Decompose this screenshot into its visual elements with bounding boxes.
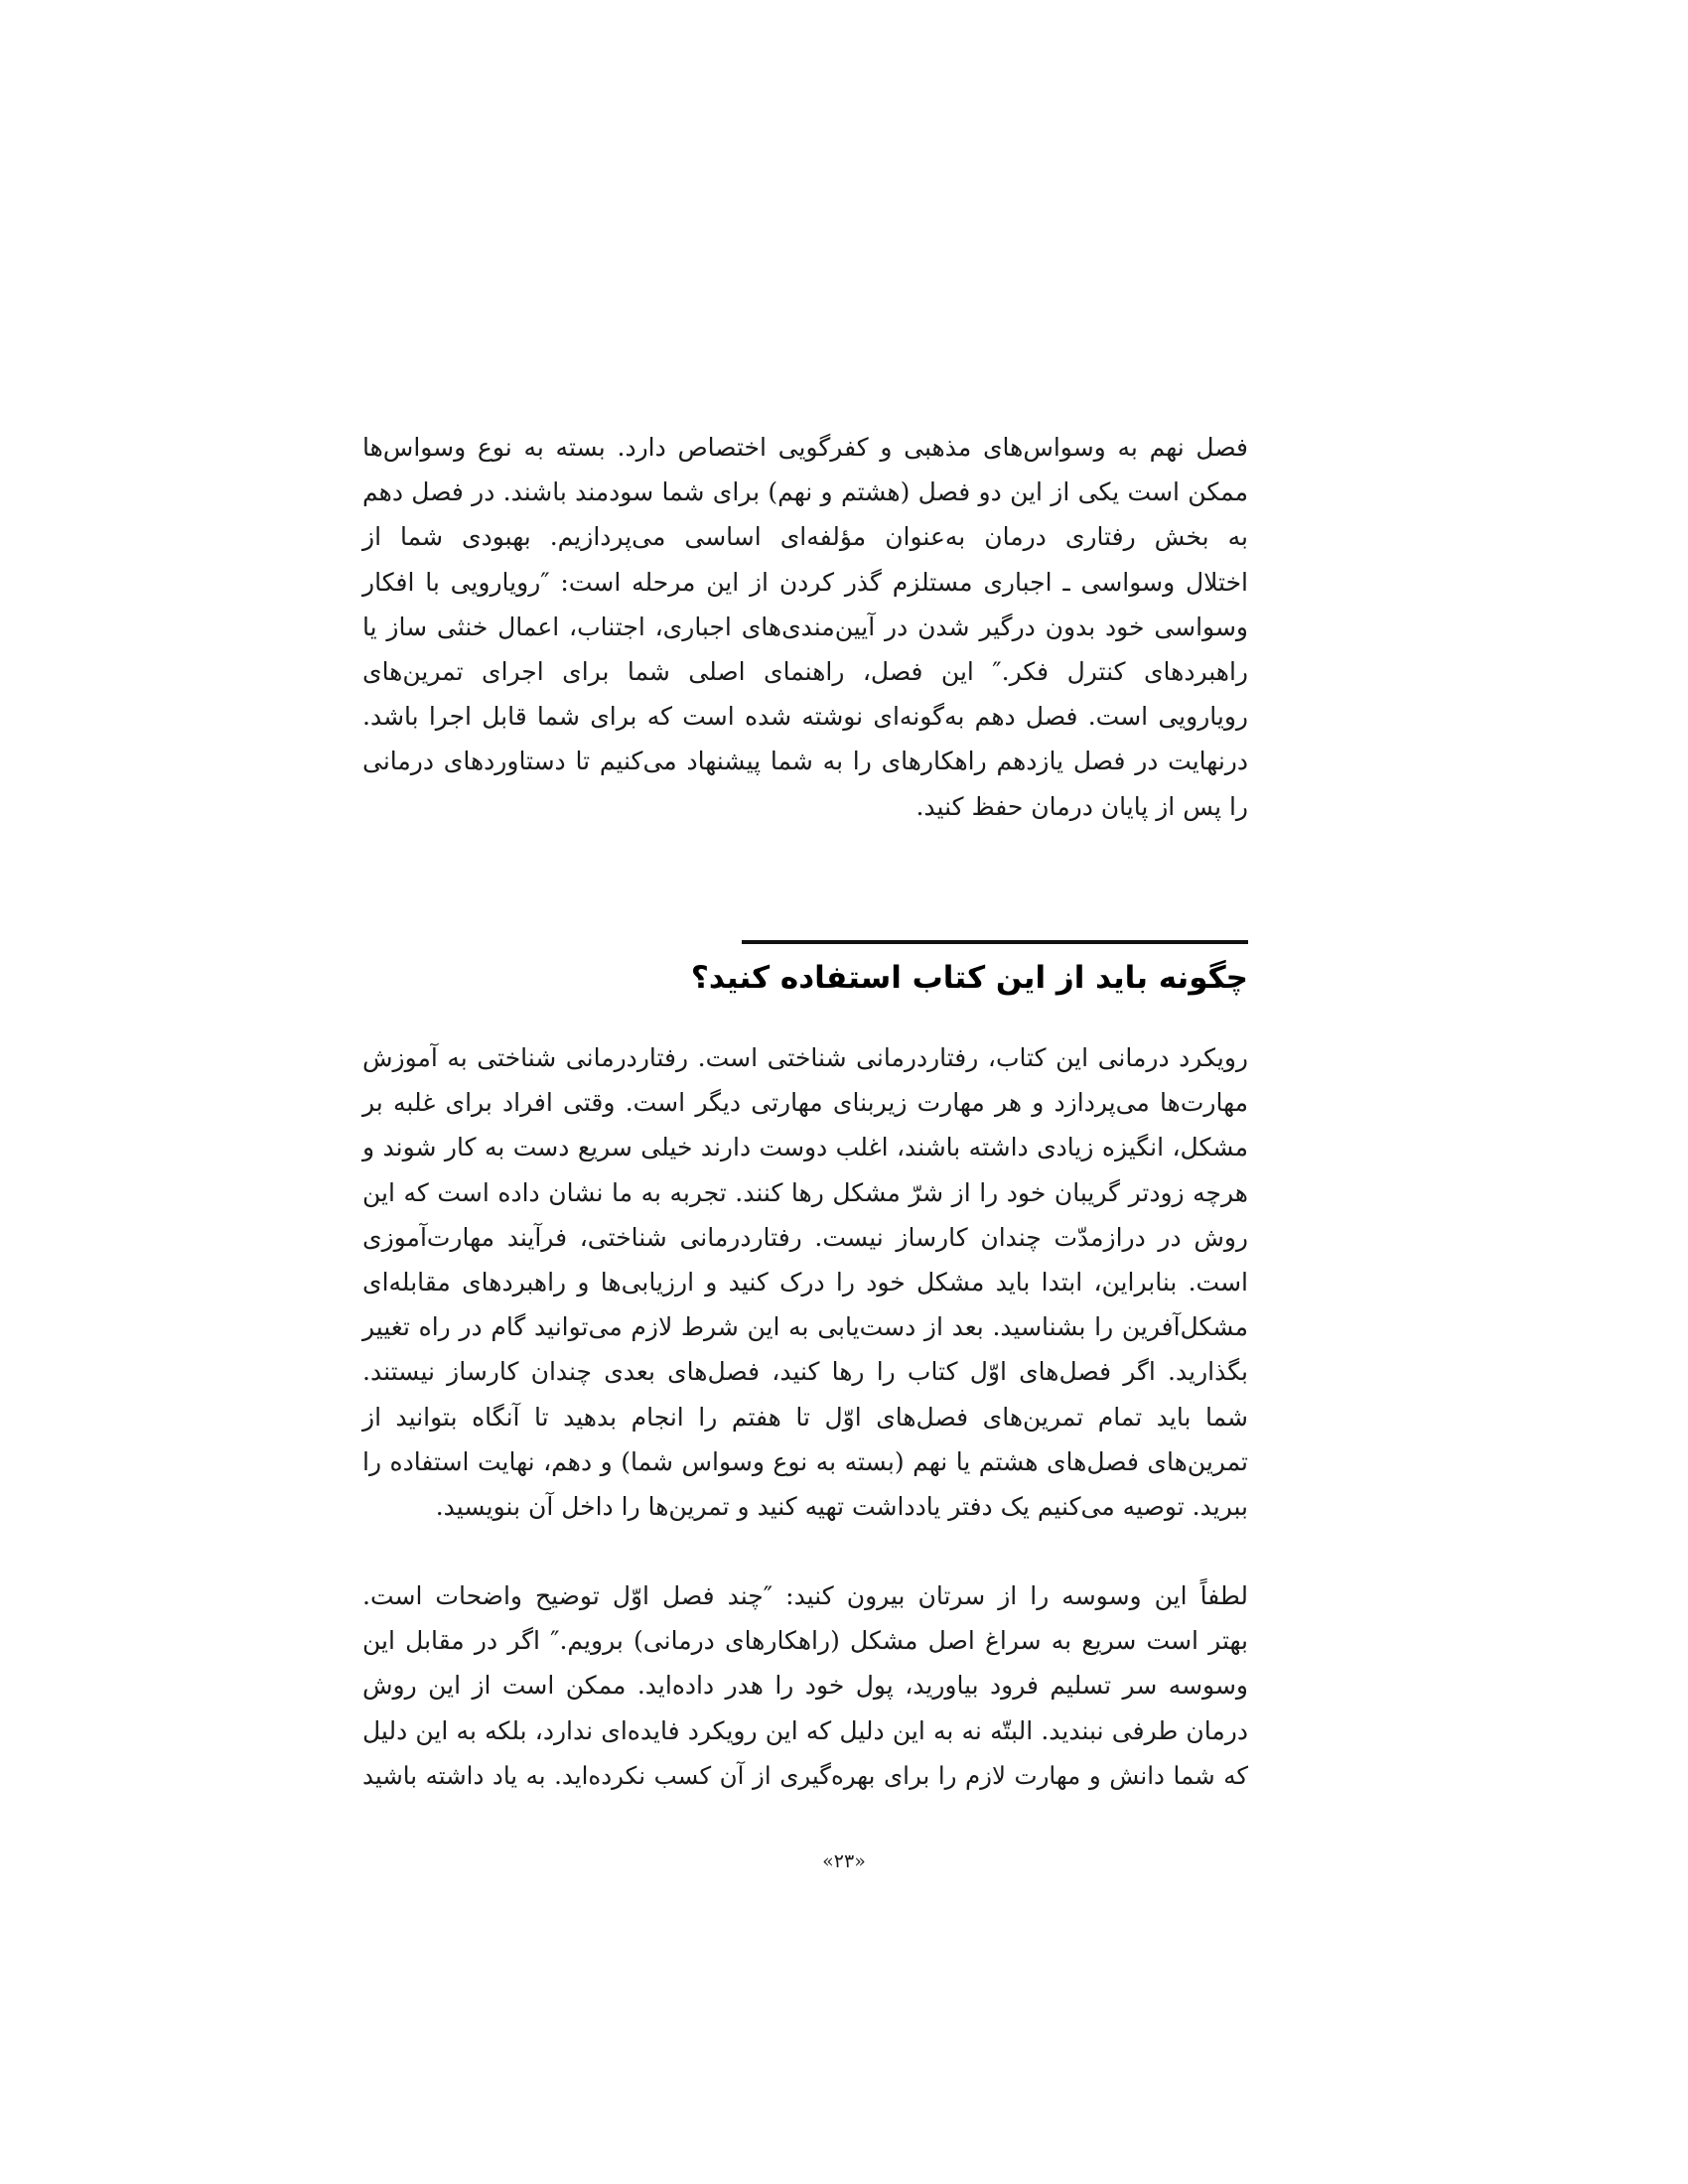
text-line: را پس از پایان درمان حفظ کنید.	[915, 791, 1248, 821]
text-line: وسواسی خود بدون درگیر شدن در آیین‌مندی‌های اجباری، اجتناب، اعمال خنثی ساز یا	[362, 612, 1248, 641]
text-line: است. بنابراین، ابتدا باید مشکل خود را درک کنید و ارزیابی‌ها و راهبردهای مقابله‌ای	[362, 1267, 1248, 1297]
text-line: درنهایت در فصل یازدهم راهکارهای را به شما پیشنهاد می‌کنیم تا دستاوردهای درمانی	[362, 747, 1248, 776]
text-line: هرچه زودتر گریبان خود را از شرّ مشکل رها کنند. تجربه به ما نشان داده است که این	[362, 1177, 1248, 1207]
text-line: که شما دانش و مهارت لازم را برای بهره‌گیری از آن کسب نکرده‌اید. به یاد داشته باشید	[362, 1760, 1248, 1790]
text-line: مشکل، انگیزه زیادی داشته باشند، اغلب دوست دارند خیلی سریع دست به کار شوند و	[362, 1133, 1248, 1162]
text-line: درمان طرفی نبندید. البتّه نه به این دلیل که این رویکرد فایده‌ای ندارد، بلکه به این دلیل	[362, 1715, 1248, 1745]
body-paragraph-2	[362, 1573, 1248, 1798]
intro-paragraph	[362, 425, 1248, 829]
section-heading: چگونه باید از این کتاب استفاده کنید؟	[690, 960, 1248, 996]
section-divider	[742, 940, 1248, 944]
text-line: ببرید. توصیه می‌کنیم یک دفتر یادداشت تهیه کنید و تمرین‌ها را داخل آن بنویسید.	[435, 1491, 1248, 1521]
text-line: وسوسه سر تسلیم فرود بیاورید، پول خود را هدر داده‌اید. ممکن است از این روش	[362, 1671, 1248, 1701]
text-line: بگذارید. اگر فصل‌های اوّل کتاب را رها کنید، فصل‌های بعدی چندان کارساز نیستند.	[362, 1357, 1248, 1387]
text-line: رویکرد درمانی این کتاب، رفتاردرمانی شناختی است. رفتاردرمانی شناختی به آموزش	[362, 1043, 1248, 1072]
text-line: راهبردهای کنترل فکر.″ این فصل، راهنمای اصلی شما برای اجرای تمرین‌های	[362, 656, 1248, 686]
text-line: ممکن است یکی از این دو فصل (هشتم و نهم) برای شما سودمند باشند. در فصل دهم	[362, 478, 1248, 507]
text-line: شما باید تمام تمرین‌های فصل‌های اوّل تا هفتم را انجام بدهید تا آنگاه بتوانید از	[362, 1402, 1248, 1432]
body-paragraph-1	[362, 1035, 1248, 1529]
text-line: فصل نهم به وسواس‌های مذهبی و کفرگویی اختصاص دارد. بسته به نوع وسواس‌ها	[362, 433, 1248, 462]
text-line: لطفاً این وسوسه را از سرتان بیرون کنید: ″چند فصل اوّل توضیح واضحات است.	[362, 1581, 1248, 1610]
page-number: «۲۳»	[822, 1850, 866, 1872]
text-line: تمرین‌های فصل‌های هشتم یا نهم (بسته به نوع وسواس شما) و دهم، نهایت استفاده را	[362, 1446, 1248, 1476]
text-line: مهارت‌ها می‌پردازد و هر مهارت زیربنای مهارتی دیگر است. وقتی افراد برای غلبه بر	[362, 1088, 1248, 1118]
text-line: مشکل‌آفرین را بشناسید. بعد از دست‌یابی به این شرط لازم می‌توانید گام در راه تغییر	[362, 1312, 1248, 1342]
text-line: بهتر است سریع به سراغ اصل مشکل (راهکارهای درمانی) برویم.″ اگر در مقابل این	[362, 1626, 1248, 1656]
text-line: رویارویی است. فصل دهم به‌گونه‌ای نوشته شده است که برای شما قابل اجرا باشد.	[362, 702, 1248, 732]
text-line: به بخش رفتاری درمان به‌عنوان مؤلفه‌ای اساسی می‌پردازیم. بهبودی شما از	[362, 522, 1248, 552]
text-line: روش در درازمدّت چندان کارساز نیست. رفتاردرمانی شناختی، فرآیند مهارت‌آموزی	[362, 1222, 1248, 1252]
text-line: اختلال وسواسی ـ اجباری مستلزم گذر کردن از این مرحله است: ″رویارویی با افکار	[362, 567, 1248, 597]
